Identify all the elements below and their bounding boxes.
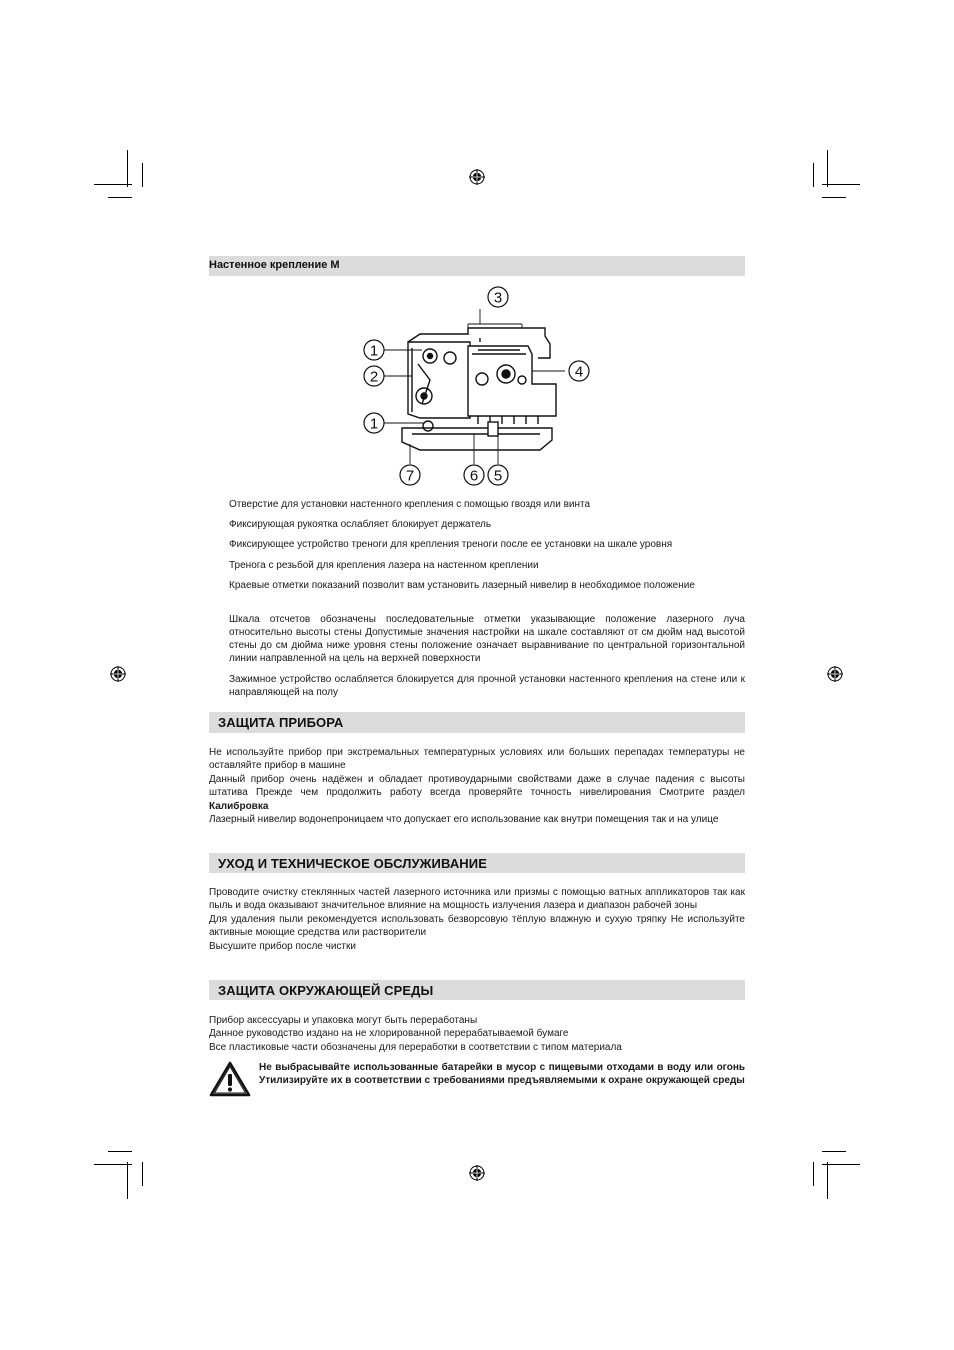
callout-label: 1 <box>369 342 379 360</box>
legend-item: Фиксирующая рукоятка ослабляет блокирует держатель <box>229 519 492 530</box>
paragraph: Прибор аксессуары и упаковка могут быть переработаны <box>209 1015 478 1026</box>
crop-mark <box>142 163 143 187</box>
paragraph: Данное руководство издано на не хлорированной перерабатываемой бумаге <box>209 1028 569 1040</box>
crop-mark <box>108 1151 132 1152</box>
registration-mark-icon <box>110 666 126 682</box>
wall-mount-figure <box>360 284 595 489</box>
section-title: ЗАЩИТА ПРИБОРА <box>218 715 344 730</box>
figure-header-bar <box>209 256 745 276</box>
paragraph <box>209 773 745 813</box>
crop-mark <box>813 1162 814 1186</box>
registration-mark-icon <box>827 666 843 682</box>
environment-text <box>209 1014 745 1054</box>
crop-mark <box>813 163 814 187</box>
legend-item: Фиксирующее устройство треноги для крепления треноги после ее установки на шкале уровня <box>229 539 673 550</box>
registration-mark-icon <box>469 1165 485 1181</box>
crop-mark <box>827 150 828 187</box>
crop-mark <box>142 1162 143 1186</box>
callout-label: 7 <box>405 467 415 485</box>
legend-item: Отверстие для установки настенного крепления с помощью гвоздя или винта <box>229 499 591 510</box>
section-title: УХОД И ТЕХНИЧЕСКОЕ ОБСЛУЖИВАНИЕ <box>218 856 488 871</box>
callout-label: 3 <box>493 289 503 307</box>
battery-warning-text: Не выбрасывайте использованные батарейки в мусор с пищевыми отходами в воду или огонь Утилизируйте их в соответствии с требованиями предъявляемыми к охране окружающей среды <box>259 1062 745 1087</box>
legend-item: Краевые отметки показаний позволит вам установить лазерный нивелир в необходимое положение <box>229 580 695 591</box>
callout-label: 6 <box>469 467 479 485</box>
calibration-reference: Калибровка <box>209 800 269 812</box>
paragraph: Проводите очистку стеклянных частей лазерного источника или призмы с помощью ватных аппликаторов так как пыль и вода оказывают значительное влияние на мощность излучения лазера и диапазон рабочей зоны <box>209 887 745 912</box>
crop-mark <box>127 150 128 187</box>
protection-text <box>209 746 745 826</box>
callout-label: 5 <box>493 467 503 485</box>
paragraph: Лазерный нивелир водонепроницаем что допускает его использование как внутри помещения так и на улице <box>209 814 719 826</box>
paragraph: Все пластиковые части обозначены для переработки в соответствии с типом материала <box>209 1041 622 1053</box>
wall-mount-drawing <box>384 309 565 464</box>
figure-header: Настенное крепление M <box>209 259 340 271</box>
crop-mark <box>127 1162 128 1199</box>
paragraph: Для удаления пыли рекомендуется использовать безворсовую тёплую влажную и сухую тряпку Не используйте активные моющие средства или растворители <box>209 913 745 939</box>
crop-mark <box>822 197 846 198</box>
paragraph-text: Данный прибор очень надёжен и обладает противоударными свойствами даже в случае падения с высоты штатива Прежде чем продолжить работу всегда проверяйте точность нивелирования Смотрите раздел <box>209 773 745 799</box>
crop-mark <box>108 197 132 198</box>
crop-mark <box>827 1162 828 1199</box>
section-header-protection <box>209 712 745 733</box>
section-title: ЗАЩИТА ОКРУЖАЮЩЕЙ СРЕДЫ <box>218 983 434 998</box>
maintenance-text <box>209 886 745 953</box>
paragraph: Высушите прибор после чистки <box>209 940 356 952</box>
section-header-environment <box>209 980 745 1000</box>
callout-label: 1 <box>369 415 379 433</box>
legend-item: Зажимное устройство ослабляется блокируется для прочной установки настенного крепления на стене или к направляющей на полу <box>229 674 745 698</box>
crop-mark <box>822 1151 846 1152</box>
paragraph: Не используйте прибор при экстремальных температурных условиях или больших перепадах температуры не оставляйте прибор в машине <box>209 747 745 772</box>
callout-label: 4 <box>574 363 584 381</box>
section-header-maintenance <box>209 853 745 873</box>
callout-label: 2 <box>369 368 379 386</box>
registration-mark-icon <box>469 169 485 185</box>
legend-item: Шкала отсчетов обозначены последовательные отметки указывающие положение лазерного луча относительно высоты стены Допустимые значения настройки на шкале составляют от см дюйм над высотой стены до см дюйма ниже уровня стены положение означает выравнивание по центральной горизонтальной линии направленной на цель на верхней поверхности <box>229 614 745 664</box>
warning-triangle-icon <box>209 1061 251 1097</box>
legend-item: Тренога с резьбой для крепления лазера на настенном креплении <box>229 560 539 571</box>
